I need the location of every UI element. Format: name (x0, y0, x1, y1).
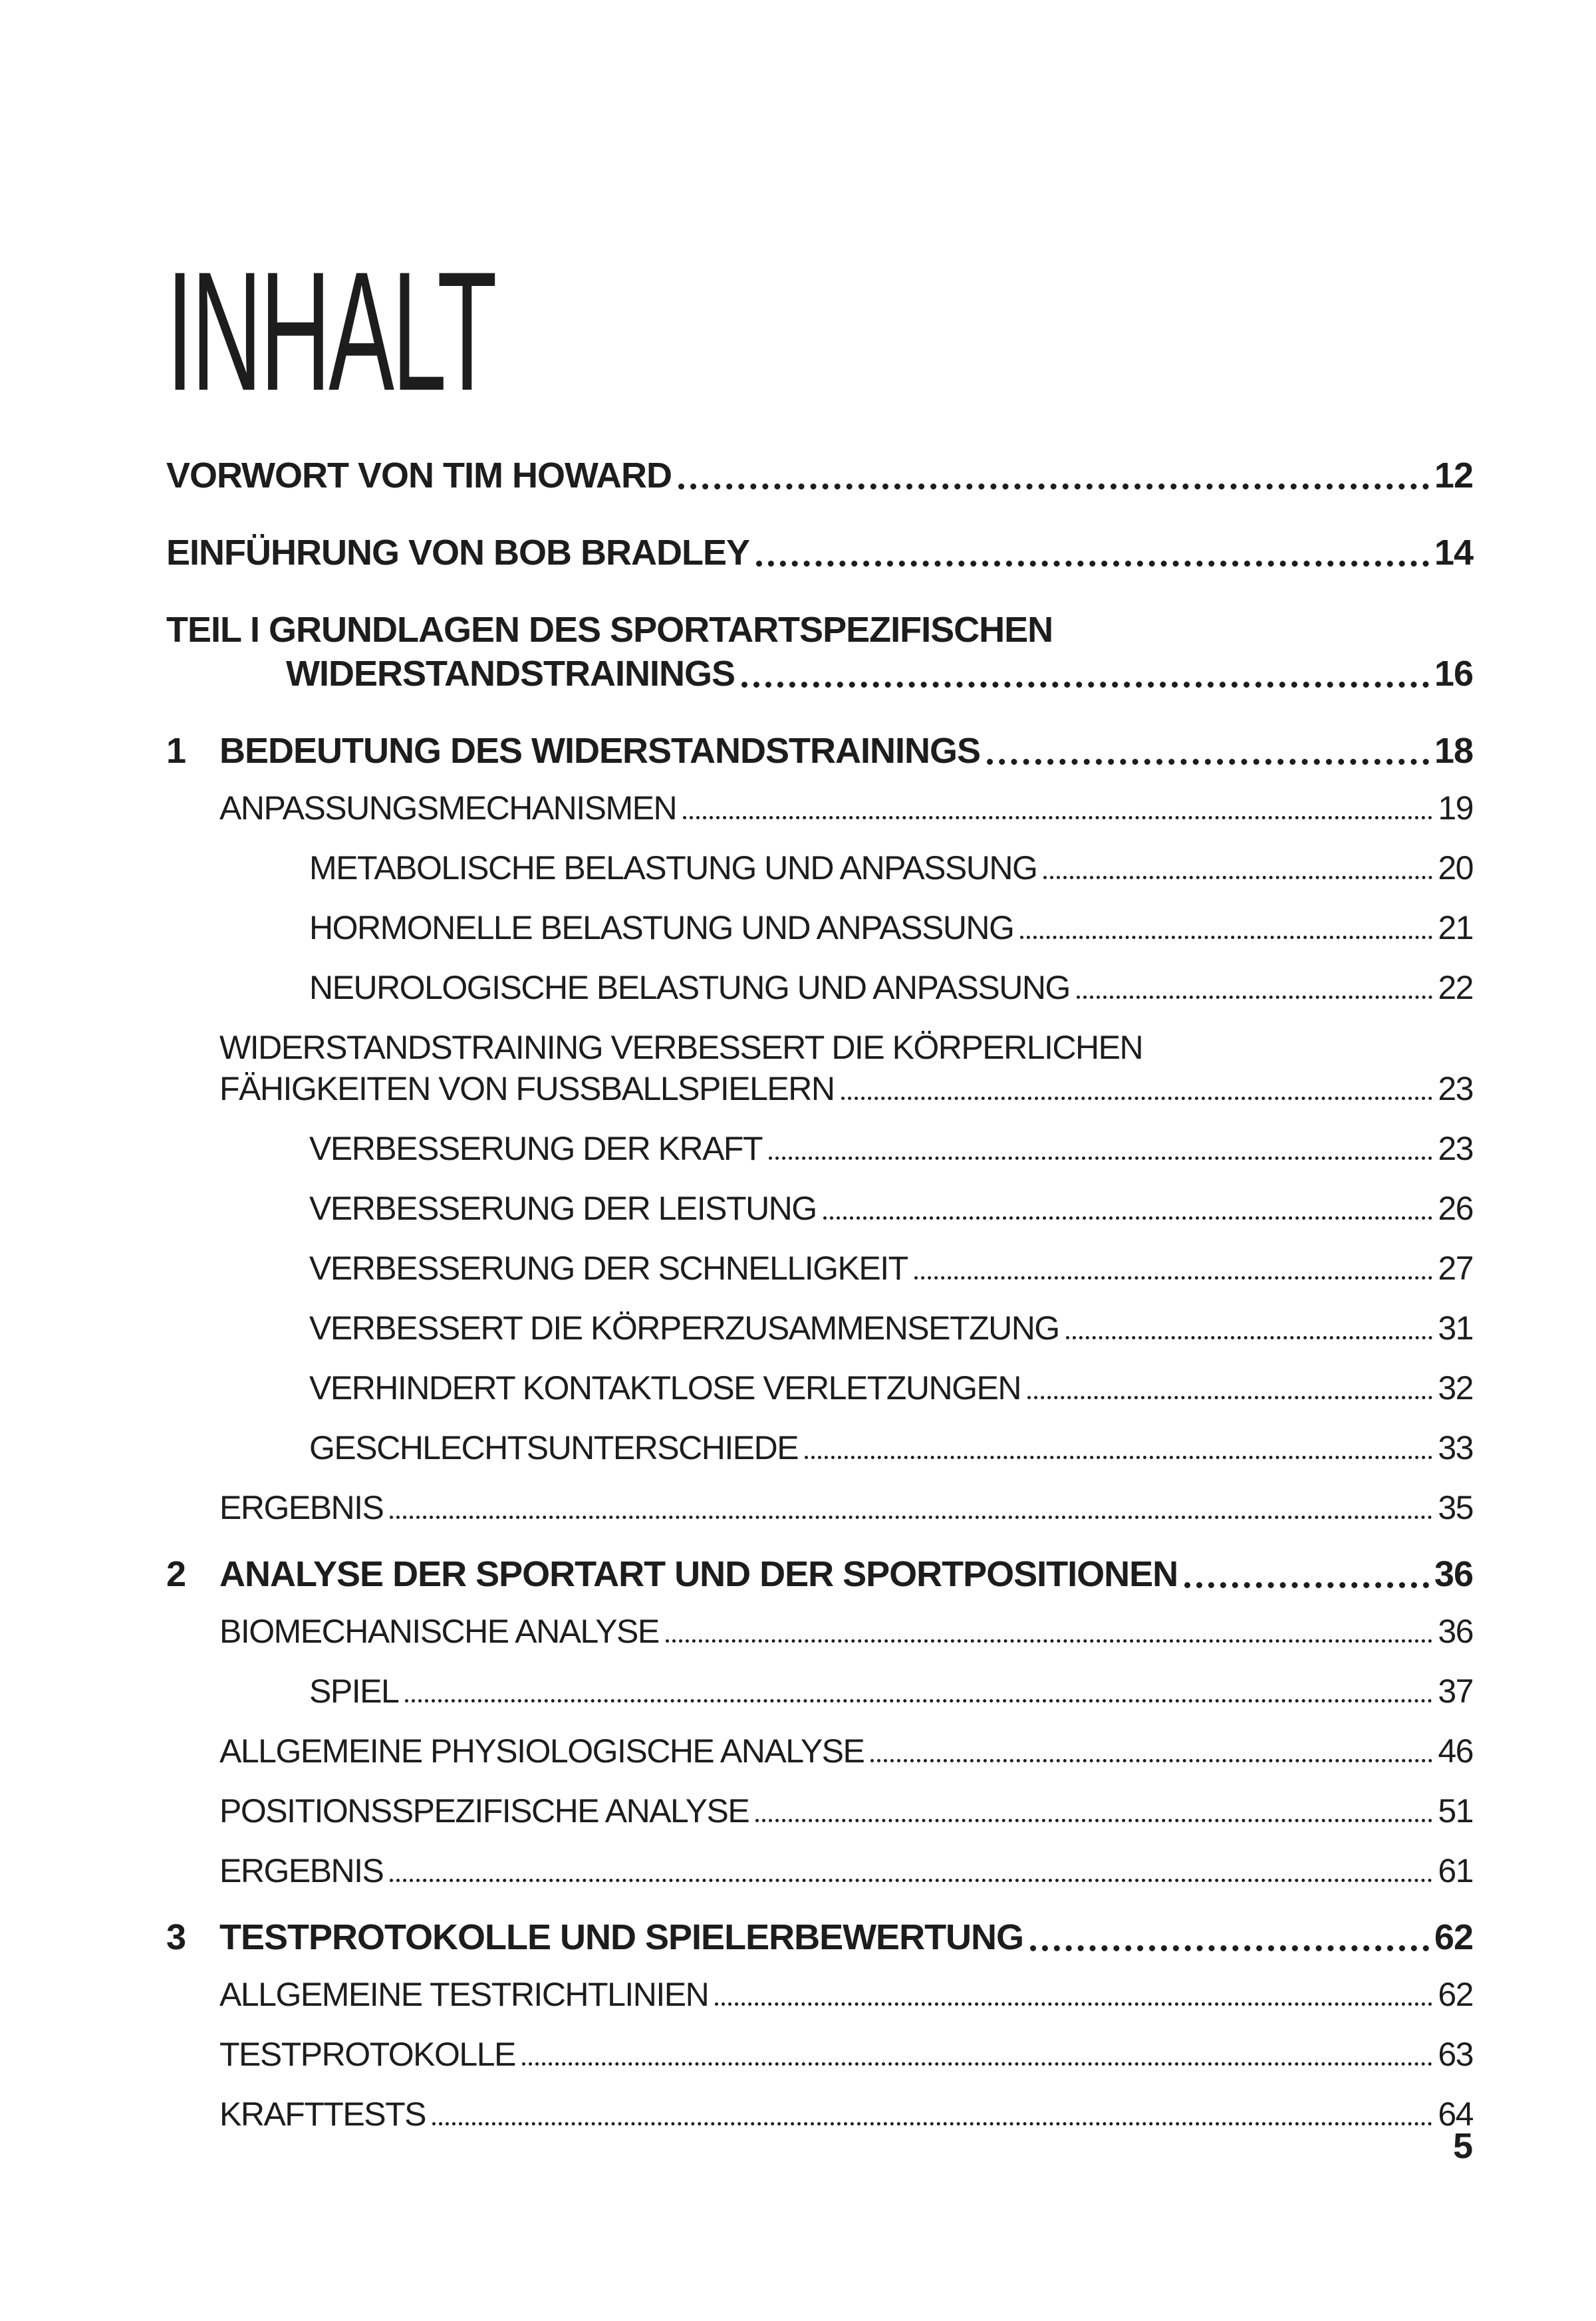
toc-entry-einfuehrung (166, 531, 1473, 575)
chapter-section-2 (166, 1552, 1473, 1891)
dot-leader (805, 1456, 1432, 1459)
toc-entry-line1 (166, 1027, 1473, 1068)
dot-leader (1030, 1945, 1429, 1951)
toc-entry-label: ALLGEMEINE TESTRICHTLINIEN (219, 1976, 709, 2014)
toc-entry-page: 63 (1438, 2036, 1473, 2074)
toc-entry-page: 22 (1438, 969, 1473, 1007)
toc-entry-page: 64 (1438, 2096, 1473, 2133)
toc-entry-label: ANPASSUNGSMECHANISMEN (219, 789, 677, 827)
toc-entry-label: WIDERSTANDSTRAININGS (286, 654, 735, 694)
dot-leader (841, 1097, 1433, 1100)
dot-leader (769, 1157, 1432, 1160)
toc-entry-page: 35 (1438, 1489, 1473, 1527)
toc-entry-label: TEIL I GRUNDLAGEN DES SPORTARTSPEZIFISCHEN (166, 610, 1053, 650)
dot-leader (683, 816, 1432, 819)
dot-leader (756, 561, 1429, 567)
toc-entry (166, 1128, 1473, 1169)
toc-entry-page: 12 (1434, 456, 1473, 496)
toc-entry-page: 26 (1438, 1190, 1473, 1228)
toc-entry-page: 46 (1438, 1732, 1473, 1770)
chapter-section-3 (166, 1915, 1473, 2135)
toc-entry (166, 967, 1473, 1008)
dot-leader (1077, 996, 1433, 999)
dot-leader (755, 1819, 1432, 1822)
chapter-title: ANALYSE DER SPORTART UND DER SPORTPOSITIONEN (219, 1554, 1178, 1595)
dot-leader (1066, 1336, 1433, 1339)
toc-entry-label: EINFÜHRUNG VON BOB BRADLEY (166, 533, 750, 573)
toc-entry (166, 1974, 1473, 2015)
chapter-heading (166, 1915, 1473, 1959)
toc-entry (166, 1850, 1473, 1891)
toc-entry (166, 1730, 1473, 1772)
toc-entry-page: 16 (1434, 654, 1473, 694)
chapter-number: 3 (166, 1917, 186, 1958)
chapter-title: BEDEUTUNG DES WIDERSTANDSTRAININGS (219, 731, 981, 771)
dot-leader (823, 1216, 1433, 1220)
toc-entry-page: 37 (1438, 1673, 1473, 1710)
toc-entry-page: 32 (1438, 1369, 1473, 1407)
dot-leader (432, 2122, 1432, 2125)
dot-leader (1043, 876, 1432, 879)
toc-entry-page: 23 (1438, 1130, 1473, 1168)
toc-entry-label: VERBESSERUNG DER KRAFT (309, 1130, 763, 1168)
toc-entry-label: FÄHIGKEITEN VON FUSSBALLSPIELERN (219, 1070, 835, 1108)
toc-entry-label: VERBESSERUNG DER LEISTUNG (309, 1190, 817, 1228)
chapter-number: 2 (166, 1554, 186, 1595)
toc-entry (166, 1307, 1473, 1349)
toc-entry-label: NEUROLOGISCHE BELASTUNG UND ANPASSUNG (309, 969, 1070, 1007)
chapter-heading (166, 729, 1473, 773)
toc-entry-label: TESTPROTOKOLLE (219, 2036, 515, 2074)
toc-entry-line2 (166, 1068, 1473, 1109)
chapter-page: 62 (1434, 1917, 1473, 1958)
chapter-page: 18 (1434, 731, 1473, 771)
dot-leader (390, 1879, 1432, 1882)
toc-entry-page: 19 (1438, 789, 1473, 827)
chapter-heading (166, 1552, 1473, 1596)
dot-leader (1020, 936, 1432, 939)
toc-entry (166, 1487, 1473, 1528)
toc-entry (166, 907, 1473, 948)
toc-entry (166, 787, 1473, 829)
toc-content (166, 237, 1473, 2153)
toc-entry-label: BIOMECHANISCHE ANALYSE (219, 1613, 659, 1651)
toc-entry (166, 1427, 1473, 1468)
toc-entry (166, 1671, 1473, 1712)
toc-entry-label: HORMONELLE BELASTUNG UND ANPASSUNG (309, 909, 1014, 947)
toc-entry-label: VERHINDERT KONTAKTLOSE VERLETZUNGEN (309, 1369, 1021, 1407)
toc-entry-page: 31 (1438, 1309, 1473, 1347)
page-title (166, 237, 1473, 426)
toc-entry (166, 2034, 1473, 2075)
dot-leader (870, 1759, 1432, 1762)
toc-entry (166, 1188, 1473, 1229)
toc-entry-page: 36 (1438, 1613, 1473, 1651)
toc-entry-label: ERGEBNIS (219, 1852, 384, 1890)
dot-leader (405, 1699, 1432, 1703)
toc-entry-vorwort (166, 454, 1473, 497)
toc-entry-label: ERGEBNIS (219, 1489, 384, 1527)
dot-leader (522, 2062, 1433, 2066)
dot-leader (390, 1516, 1432, 1519)
dot-leader (914, 1276, 1433, 1280)
toc-entry-page: 14 (1434, 533, 1473, 573)
dot-leader (987, 759, 1429, 765)
toc-entry-label: SPIEL (309, 1673, 399, 1710)
toc-entry-label: KRAFTTESTS (219, 2096, 426, 2133)
chapter-page: 36 (1434, 1554, 1473, 1595)
toc-entry-label: ALLGEMEINE PHYSIOLOGISCHE ANALYSE (219, 1732, 864, 1770)
toc-entry-page: 33 (1438, 1429, 1473, 1467)
toc-entry (166, 1790, 1473, 1832)
dot-leader (666, 1639, 1433, 1643)
toc-entry-page: 21 (1438, 909, 1473, 947)
dot-leader (741, 682, 1429, 688)
toc-entry-label: METABOLISCHE BELASTUNG UND ANPASSUNG (309, 849, 1037, 887)
toc-entry-teil1-line2 (166, 652, 1473, 696)
dot-leader (678, 483, 1429, 489)
toc-entry-label: VERBESSERT DIE KÖRPERZUSAMMENSETZUNG (309, 1309, 1059, 1347)
toc-entry-page: 23 (1438, 1070, 1473, 1108)
dot-leader (1027, 1396, 1432, 1399)
toc-entry-label: VORWORT VON TIM HOWARD (166, 456, 672, 496)
toc-entry-page: 51 (1438, 1792, 1473, 1830)
chapter-title: TESTPROTOKOLLE UND SPIELERBEWERTUNG (219, 1917, 1024, 1958)
page-title-text: INHALT (166, 237, 495, 426)
dot-leader (715, 2002, 1432, 2006)
toc-entry-page: 27 (1438, 1250, 1473, 1288)
toc-entry (166, 1248, 1473, 1289)
toc-entry-page: 61 (1438, 1852, 1473, 1890)
toc-entry-page: 20 (1438, 849, 1473, 887)
toc-entry-page: 62 (1438, 1976, 1473, 2014)
folio-page-number: 5 (1452, 2126, 1473, 2166)
toc-entry-label: VERBESSERUNG DER SCHNELLIGKEIT (309, 1250, 908, 1288)
toc-entry (166, 847, 1473, 888)
toc-entry (166, 2094, 1473, 2135)
chapter-section-1 (166, 729, 1473, 1528)
toc-entry-label: WIDERSTANDSTRAINING VERBESSERT DIE KÖRPERLICHEN (219, 1029, 1143, 1067)
dot-leader (1184, 1582, 1429, 1588)
toc-entry-label: POSITIONSSPEZIFISCHE ANALYSE (219, 1792, 749, 1830)
chapter-number: 1 (166, 731, 186, 771)
toc-entry (166, 1367, 1473, 1409)
toc-entry-teil1-line1 (166, 608, 1473, 652)
toc-entry (166, 1611, 1473, 1652)
toc-entry-label: GESCHLECHTSUNTERSCHIEDE (309, 1429, 799, 1467)
